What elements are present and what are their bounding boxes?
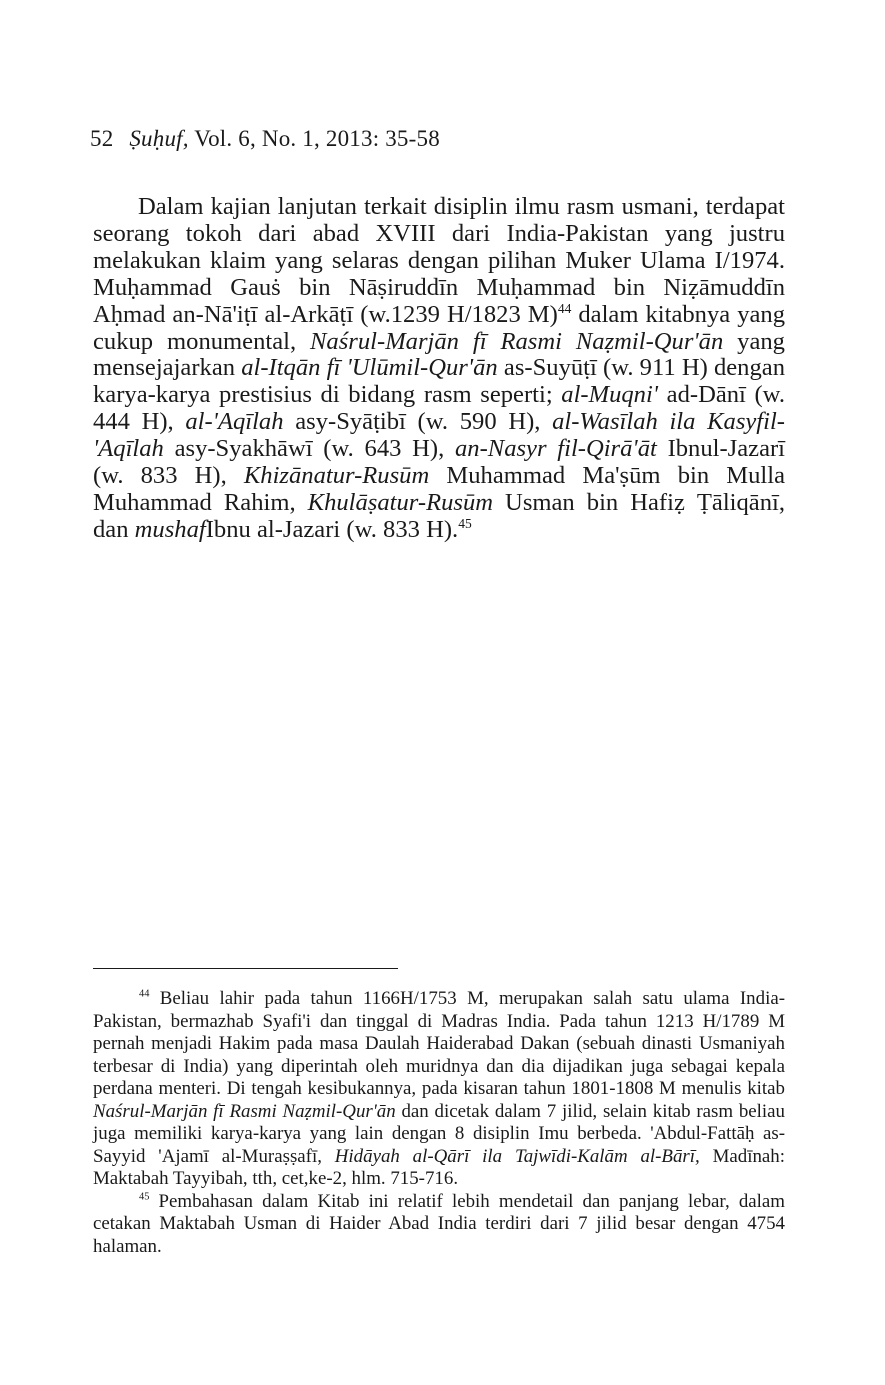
text-run: Madīnah: Maktabah Tayyibah, tth, cet,ke-2, hlm. 715-716. xyxy=(93,1145,785,1189)
text-run: dan dicetak dalam 7 jilid, selain kitab rasm beliau juga memiliki karya-karya yang lain dengan 8 disiplin Imu berbeda. 'Abdul-Fattāḥ as-Sayyid 'Ajamī al-Muraṣṣafī, xyxy=(93,1100,785,1167)
book-title: al-Wasīlah ila Kasyfil-'Aqīlah xyxy=(93,408,785,463)
volume-info: Vol. 6, No. 1, 2013: 35-58 xyxy=(194,126,440,151)
book-title: Khulāṣatur-Rusūm xyxy=(307,488,494,516)
book-title: Hidāyah al-Qārī ila Tajwīdi-Kalām al-Bārī, xyxy=(334,1145,700,1167)
book-title: Naśrul-Marjān fī Rasmi Naẓmil-Qur'ān xyxy=(310,327,724,355)
book-title: an-Nasyr fil-Qirā'āt xyxy=(455,435,657,463)
book-title: al-'Aqīlah xyxy=(185,408,284,436)
journal-title: Ṣuḥuf, xyxy=(129,126,189,151)
book-title: al-Itqān fī 'Ulūmil-Qur'ān xyxy=(241,354,498,382)
text-run: as-Suyūṭī (w. 911 H) dengan karya-karya prestisius di bidang rasm seperti; xyxy=(93,354,785,409)
footnote-divider xyxy=(93,968,398,969)
footnote-44 xyxy=(93,988,785,1191)
book-title: mushaf xyxy=(134,515,206,543)
body-text xyxy=(93,194,785,544)
book-title: Naśrul-Marjān fī Rasmi Naẓmil-Qur'ān xyxy=(93,1100,396,1122)
text-run: Pembahasan dalam Kitab ini relatif lebih mendetail dan panjang lebar, dalam cetakan Maktabah Usman di Haider Abad India terdiri dari 7 jilid besar dengan 4754 halaman. xyxy=(93,1190,785,1257)
body-paragraph xyxy=(93,194,785,544)
text-run: dalam kitabnya yang cukup monumental, xyxy=(93,300,785,355)
footnotes xyxy=(93,988,785,1258)
book-title: Khizānatur-Rusūm xyxy=(243,462,430,490)
running-head xyxy=(90,126,440,152)
text-run: asy-Syakhāwī (w. 643 H), xyxy=(163,435,455,463)
footnote-ref-45: 45 xyxy=(458,515,472,531)
text-run: Ibnul-Jazarī (w. 833 H), xyxy=(93,435,786,490)
text-run: yang mensejajarkan xyxy=(93,327,785,382)
book-title: al-Muqni' xyxy=(561,381,659,409)
text-run: ad-Dānī (w. 444 H), xyxy=(93,381,785,436)
page-number: 52 xyxy=(90,126,114,151)
text-run: Beliau lahir pada tahun 1166H/1753 M, merupakan salah satu ulama India-Pakistan, bermazhab Syafi'i dan tinggal di Madras India. Pada tahun 1213 H/1789 M pernah menjadi Hakim pada masa Daulah Haiderabad Dakan (sebuah dinasti Usmaniyah terbesar di India) yang diperintah oleh muridnya dan dia dijadikan juga sebagai kepala perdana menteri. Di tengah kesibukannya, pada kisaran tahun 1801-1808 M menulis kitab xyxy=(93,988,785,1099)
text-run: Ibnu al-Jazari (w. 833 H). xyxy=(205,515,459,543)
text-run: Usman bin Hafiẓ Ṭāliqānī, dan xyxy=(93,488,786,543)
footnote-45 xyxy=(93,1191,785,1259)
footnote-marker: 45 xyxy=(139,1191,150,1203)
footnote-marker: 44 xyxy=(139,988,150,1000)
text-run: Muhammad Ma'ṣūm bin Mulla Muhammad Rahim, xyxy=(93,462,785,516)
text-run: Dalam kajian lanjutan terkait disiplin ilmu rasm usmani, terdapat seorang tokoh dari abad XVIII dari India-Pakistan yang justru melakukan klaim yang selaras dengan pilihan Muker Ulama I/1974. Muḥammad Gauṡ bin Nāṣiruddīn Muḥammad bin Niẓāmuddīn Aḥmad an-Nā'iṭī al-Arkāṭī (w.1239 H/1823 M) xyxy=(93,193,785,328)
footnote-ref-44: 44 xyxy=(557,300,572,316)
text-run: asy-Syāṭibī (w. 590 H), xyxy=(283,408,553,436)
